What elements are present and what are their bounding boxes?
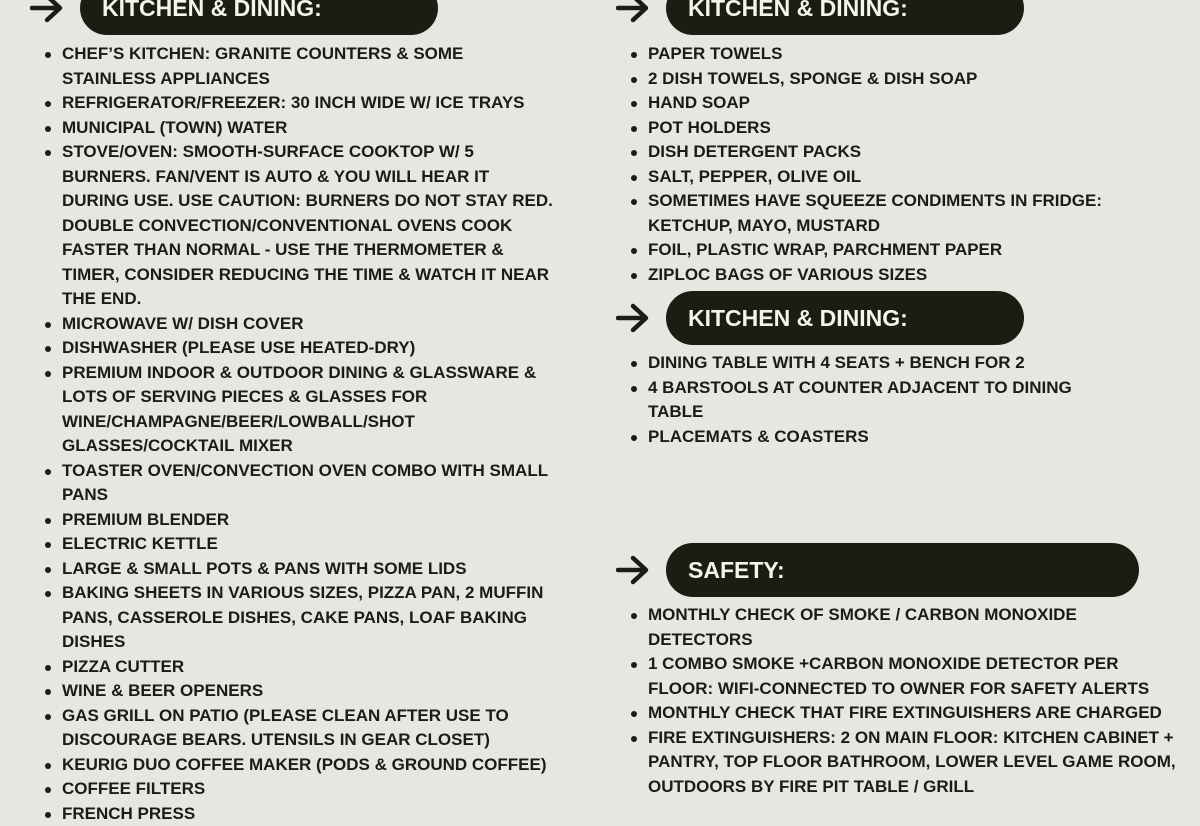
list-item: BAKING SHEETS IN VARIOUS SIZES, PIZZA PAN, 2 MUFFIN PANS, CASSEROLE DISHES, CAKE PANS, LOAF BAKING DISHES [62, 581, 557, 655]
section-title: KITCHEN & DINING: [666, 0, 1024, 35]
list-item: STOVE/OVEN: SMOOTH-SURFACE COOKTOP W/ 5 BURNERS. FAN/VENT IS AUTO & YOU WILL HEAR IT DURING USE. USE CAUTION: BURNERS DO NOT STAY RED. DOUBLE CONVECTION/CONVENTIONAL OVENS COOK FASTER THAN NORMAL - USE THE THERMOMETER & TIMER, CONSIDER REDUCING THE TIME & WATCH IT NEAR THE END. [62, 140, 557, 312]
list-item: MONTHLY CHECK THAT FIRE EXTINGUISHERS ARE CHARGED [648, 701, 1178, 726]
section-title: SAFETY: [666, 543, 1139, 597]
list-item: HAND SOAP [648, 91, 1118, 116]
list-item: DINING TABLE WITH 4 SEATS + BENCH FOR 2 [648, 351, 1078, 376]
section-header-kitchen-dining-seating [616, 291, 1026, 345]
list-item: 4 BARSTOOLS AT COUNTER ADJACENT TO DINING TABLE [648, 376, 1078, 425]
list-item: TOASTER OVEN/CONVECTION OVEN COMBO WITH SMALL PANS [62, 459, 557, 508]
list-item: ZIPLOC BAGS OF VARIOUS SIZES [648, 263, 1118, 288]
list-item: KEURIG DUO COFFEE MAKER (PODS & GROUND COFFEE) [62, 753, 557, 778]
list-item: COFFEE FILTERS [62, 777, 557, 802]
arrow-right-icon [616, 555, 650, 585]
list-item: CHEF’S KITCHEN: GRANITE COUNTERS & SOME STAINLESS APPLIANCES [62, 42, 557, 91]
list-item: 2 DISH TOWELS, SPONGE & DISH SOAP [648, 67, 1118, 92]
list-item: SALT, PEPPER, OLIVE OIL [648, 165, 1118, 190]
section-title: KITCHEN & DINING: [666, 291, 1024, 345]
list-item: SOMETIMES HAVE SQUEEZE CONDIMENTS IN FRIDGE: KETCHUP, MAYO, MUSTARD [648, 189, 1118, 238]
list-item: PREMIUM BLENDER [62, 508, 557, 533]
list-item: MICROWAVE W/ DISH COVER [62, 312, 557, 337]
list-item: 1 COMBO SMOKE +CARBON MONOXIDE DETECTOR PER FLOOR: WIFI-CONNECTED TO OWNER FOR SAFETY ALERTS [648, 652, 1178, 701]
arrow-right-icon [30, 0, 64, 23]
section-header-kitchen-dining-supplies [616, 0, 1026, 35]
list-item: PAPER TOWELS [648, 42, 1118, 67]
kitchen-dining-supplies-list [626, 42, 1118, 287]
safety-list [626, 603, 1178, 799]
list-item: DISHWASHER (PLEASE USE HEATED-DRY) [62, 336, 557, 361]
kitchen-dining-seating-list [626, 351, 1078, 449]
section-title: KITCHEN & DINING: [80, 0, 438, 35]
list-item: FIRE EXTINGUISHERS: 2 ON MAIN FLOOR: KITCHEN CABINET + PANTRY, TOP FLOOR BATHROOM, LOWER LEVEL GAME ROOM, OUTDOORS BY FIRE PIT TABLE / GRILL [648, 726, 1178, 800]
list-item: PLACEMATS & COASTERS [648, 425, 1078, 450]
list-item: REFRIGERATOR/FREEZER: 30 INCH WIDE W/ ICE TRAYS [62, 91, 557, 116]
arrow-right-icon [616, 303, 650, 333]
list-item: FRENCH PRESS [62, 802, 557, 826]
section-header-kitchen-dining-left [30, 0, 440, 35]
list-item: PREMIUM INDOOR & OUTDOOR DINING & GLASSWARE & LOTS OF SERVING PIECES & GLASSES FOR WINE/CHAMPAGNE/BEER/LOWBALL/SHOT GLASSES/COCKTAIL MIXER [62, 361, 557, 459]
list-item: GAS GRILL ON PATIO (PLEASE CLEAN AFTER USE TO DISCOURAGE BEARS. UTENSILS IN GEAR CLOSET) [62, 704, 557, 753]
list-item: ELECTRIC KETTLE [62, 532, 557, 557]
list-item: LARGE & SMALL POTS & PANS WITH SOME LIDS [62, 557, 557, 582]
list-item: MONTHLY CHECK OF SMOKE / CARBON MONOXIDE DETECTORS [648, 603, 1178, 652]
list-item: WINE & BEER OPENERS [62, 679, 557, 704]
list-item: MUNICIPAL (TOWN) WATER [62, 116, 557, 141]
kitchen-dining-list-left [40, 42, 557, 826]
arrow-right-icon [616, 0, 650, 23]
section-header-safety [616, 543, 1141, 597]
list-item: PIZZA CUTTER [62, 655, 557, 680]
list-item: DISH DETERGENT PACKS [648, 140, 1118, 165]
list-item: FOIL, PLASTIC WRAP, PARCHMENT PAPER [648, 238, 1118, 263]
list-item: POT HOLDERS [648, 116, 1118, 141]
